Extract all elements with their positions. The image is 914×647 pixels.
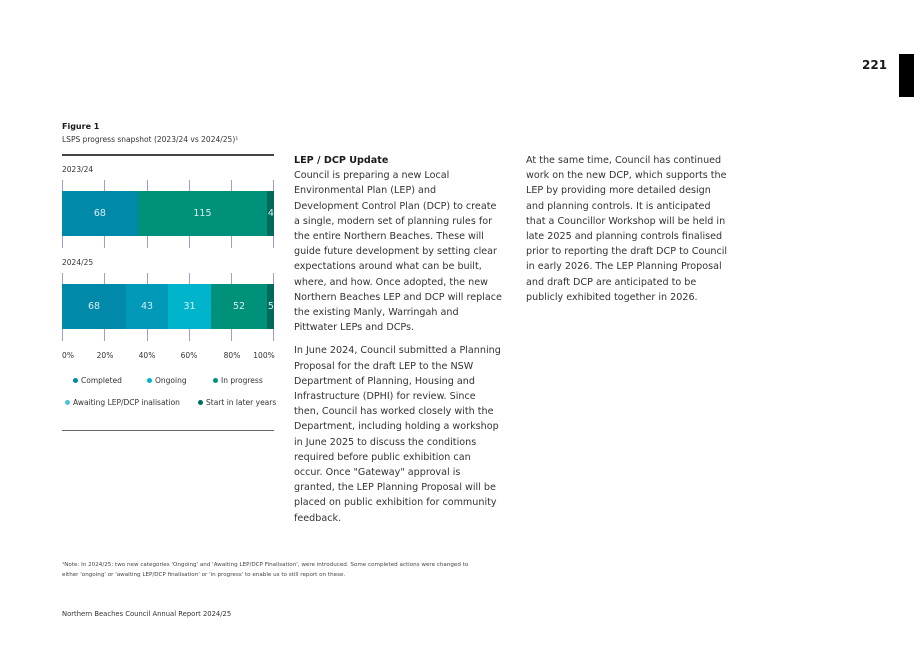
figure-label: Figure 1 — [62, 122, 100, 131]
legend-label: Completed — [81, 376, 122, 385]
figure-bottom-rule — [62, 430, 274, 431]
page-number: 221 — [862, 58, 888, 72]
bar-segment-in-progress: 115 — [138, 191, 267, 236]
bar-segment-completed: 68 — [62, 191, 138, 236]
figure-top-rule — [62, 154, 274, 156]
page-tab-marker — [899, 54, 914, 97]
page-footer: Northern Beaches Council Annual Report 2024/25 — [62, 610, 232, 618]
bar-segment-awaiting: 31 — [168, 284, 211, 329]
bar-segment-in-progress: 52 — [211, 284, 267, 329]
axis-tick-label: 0% — [62, 351, 74, 360]
legend-item-in-progress — [213, 376, 263, 385]
figure-caption: LSPS progress snapshot (2023/24 vs 2024/25)¹ — [62, 135, 239, 144]
legend-dot-icon — [65, 400, 70, 405]
axis-tick-label: 100% — [253, 351, 275, 360]
legend-label: In progress — [221, 376, 263, 385]
legend-dot-icon — [73, 378, 78, 383]
year-label-2023-24: 2023/24 — [62, 165, 94, 174]
legend-label: Awaiting LEP/DCP inalisation — [73, 398, 180, 407]
legend-label: Ongoing — [155, 376, 187, 385]
axis-tick-label: 40% — [138, 351, 156, 360]
bar-2024-25 — [62, 284, 274, 329]
axis-tick-label: 60% — [180, 351, 198, 360]
legend-label: Start in later years — [206, 398, 277, 407]
footnote: ¹Note: In 2024/25: two new categories 'Ongoing' and 'Awaiting LEP/DCP Finalisation', were introduced. Some completed actions were changed to either 'ongoing' or 'awaiting LEP/DCP finalisation' or 'in progress' to enable us to still report on these. — [62, 562, 469, 578]
bar-segment-completed: 68 — [62, 284, 126, 329]
legend-item-completed — [73, 376, 122, 385]
axis-tick-label: 80% — [223, 351, 241, 360]
bar-2023-24 — [62, 191, 274, 236]
axis-tick-label: 20% — [96, 351, 114, 360]
article-column-1 — [294, 153, 502, 534]
bar-segment-later-years: 5 — [267, 284, 274, 329]
legend-dot-icon — [198, 400, 203, 405]
article-column-2 — [526, 153, 731, 313]
article-paragraph: Council is preparing a new Local Environmental Plan (LEP) and Development Control Plan (DCP) to create a single, modern set of planning rules for the entire Northern Beaches. These will guide future development by setting clear expectations around what can be built, where, and how. Once adopted, the new Northern Beaches LEP and DCP will replace the existing Manly, Warringah and Pittwater LEPs and DCPs. — [294, 170, 502, 334]
article-paragraph: In June 2024, Council submitted a Planning Proposal for the draft LEP to the NSW Department of Planning, Housing and Infrastructure (DPHI) for review. Since then, Council has worked closely with the Department, including holding a workshop in June 2025 to discuss the conditions required before public exhibition can occur. Once "Gateway" approval is granted, the LEP Planning Proposal will be placed on public exhibition for community feedback. — [294, 345, 501, 524]
legend-item-awaiting — [65, 398, 180, 407]
bar-segment-ongoing: 43 — [126, 284, 168, 329]
legend-dot-icon — [213, 378, 218, 383]
bar-segment-later-years: 4 — [267, 191, 274, 236]
legend-item-later-years — [198, 398, 276, 407]
section-heading: LEP / DCP Update — [294, 155, 389, 166]
year-label-2024-25: 2024/25 — [62, 258, 94, 267]
legend-item-ongoing — [147, 376, 187, 385]
legend-dot-icon — [147, 378, 152, 383]
article-paragraph: At the same time, Council has continued work on the new DCP, which supports the LEP by providing more detailed design and planning controls. It is anticipated that a Councillor Workshop will be held in late 2025 and planning controls finalised prior to reporting the draft DCP to Council in early 2026. The LEP Planning Proposal and draft DCP are anticipated to be publicly exhibited together in 2026. — [526, 155, 728, 303]
